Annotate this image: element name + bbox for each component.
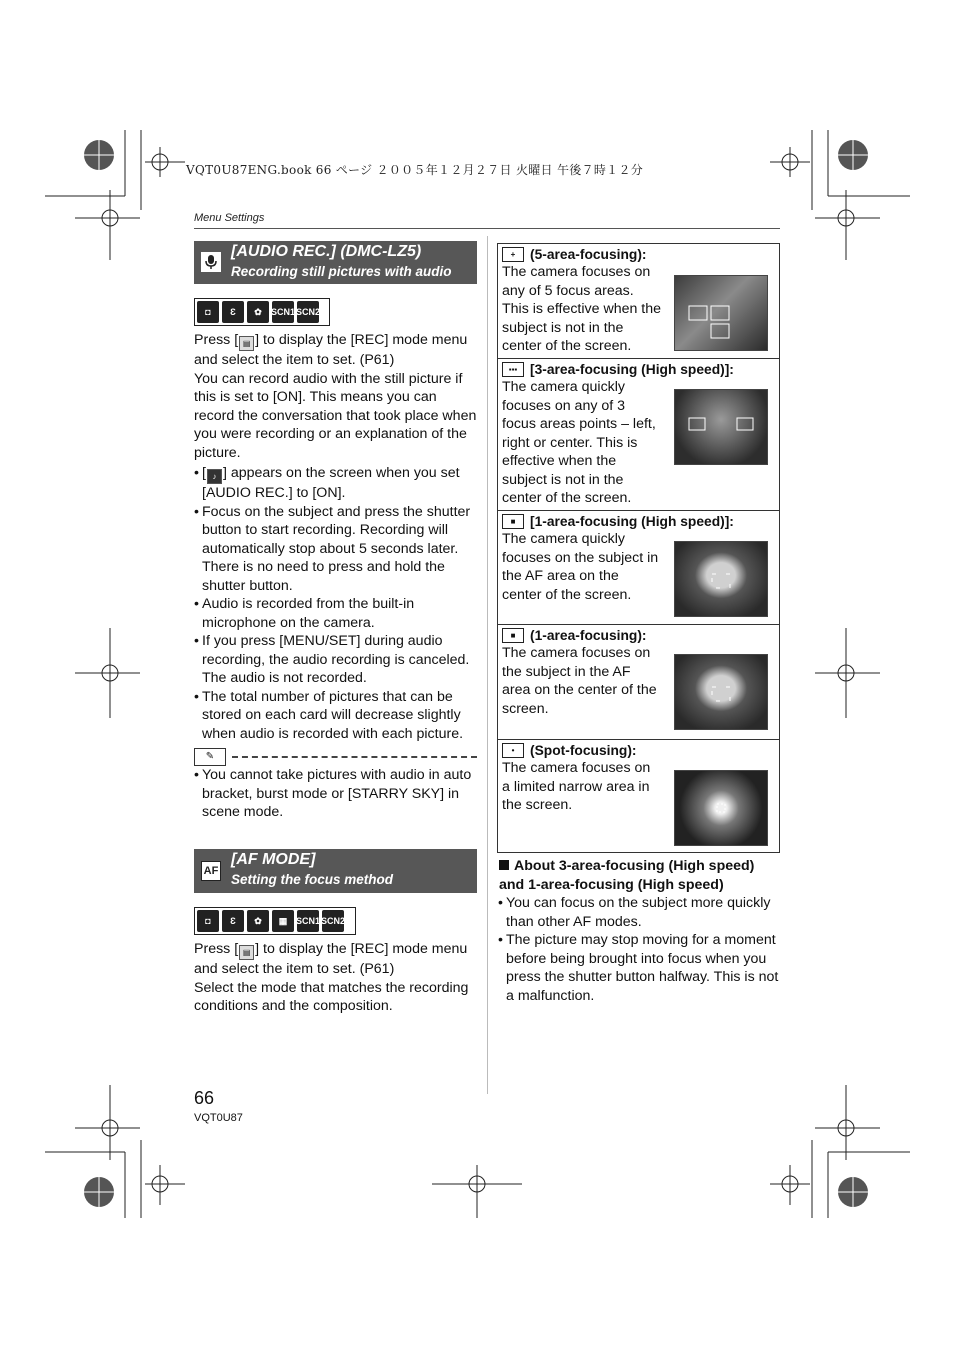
- audio-rec-header: [194, 241, 477, 284]
- sample-photo: [674, 770, 768, 846]
- note-divider: [194, 748, 479, 768]
- af-mode-description: Select the mode that matches the recording conditions and the composition.: [194, 979, 469, 1014]
- audio-rec-subtitle: Recording still pictures with audio: [231, 264, 452, 279]
- af-option-3-area-high-speed: ▪▪▪ [3-area-focusing (High speed)]: The camera quickly focuses on any of 3 focus areas points – left, right or center. This is effective when the subject is not in the center of the screen.: [498, 359, 779, 511]
- page-code: VQT0U87: [194, 1112, 243, 1124]
- af-icon: AF: [201, 861, 221, 881]
- sample-photo: [674, 389, 768, 465]
- af-option-1-area-high-speed: ■ [1-area-focusing (High speed)]: The camera quickly focuses on the subject in the AF area on the center of the screen.: [498, 511, 779, 625]
- list-item: • The total number of pictures that can be stored on each card will decrease slightly when audio is recorded with each picture.: [194, 688, 479, 744]
- list-item: • You can focus on the subject more quickly than other AF modes.: [498, 894, 782, 931]
- scn1-mode-icon: SCN1: [272, 301, 294, 323]
- af-mode-intro: Press [ ▤ ] to display the [REC] mode menu and select the item to set. (P61) Select the mode that matches the recording conditions and the composition.: [194, 940, 479, 1016]
- menu-set-icon: ▤: [239, 945, 254, 960]
- af-mode-subtitle: Setting the focus method: [231, 872, 393, 887]
- audio-rec-intro: Press [ ▤ ] to display the [REC] mode menu and select the item to set. (P61) You can record audio with the still picture if this is set to [ON]. This means you can record the conversation that took place when you were recording or an explanation of the picture.: [194, 331, 479, 462]
- one-area-high-speed-icon: ■: [502, 514, 524, 529]
- macro-mode-icon: ✿: [247, 301, 269, 323]
- list-item: • [ ♪ ] appears on the screen when you set [AUDIO REC.] to [ON].: [194, 464, 479, 503]
- af-option-1-area: ■ (1-area-focusing): The camera focuses on the subject in the AF area on the center of the screen.: [498, 625, 779, 740]
- audio-rec-description: You can record audio with the still picture if this is set to [ON]. This means you can record the conversation that took place when you were recording or an explanation of the picture.: [194, 370, 477, 461]
- sample-photo: [674, 275, 768, 351]
- five-area-icon: +: [502, 247, 524, 262]
- af-mode-modes: [194, 907, 356, 935]
- menu-set-icon: ▤: [239, 336, 254, 351]
- economy-mode-icon: Ɛ: [222, 301, 244, 323]
- list-item: • If you press [MENU/SET] during audio recording, the audio recording is canceled. The audio is not recorded.: [194, 632, 479, 688]
- microphone-icon: ♪: [207, 469, 222, 484]
- list-item: • The picture may stop moving for a moment before being brought into focus when you press the shutter button halfway. This is not a malfunction.: [498, 931, 782, 1005]
- section-label: Menu Settings: [194, 212, 265, 224]
- audio-rec-note: [194, 766, 479, 822]
- scn2-mode-icon: SCN2: [322, 910, 344, 932]
- motion-picture-icon: ▦: [272, 910, 294, 932]
- scn1-mode-icon: SCN1: [297, 910, 319, 932]
- audio-rec-modes: [194, 298, 330, 326]
- audio-rec-title: [AUDIO REC.] (DMC-LZ5): [231, 243, 422, 260]
- microphone-icon: [201, 252, 221, 272]
- sample-photo: [674, 541, 768, 617]
- three-area-icon: ▪▪▪: [502, 362, 524, 377]
- list-item: • Audio is recorded from the built-in microphone on the camera.: [194, 595, 479, 632]
- spot-icon: •: [502, 743, 524, 758]
- about-bullets: [498, 894, 782, 1005]
- audio-rec-bullets: [194, 464, 479, 743]
- page-number: 66: [194, 1088, 215, 1108]
- bullet-square-icon: [499, 860, 509, 870]
- economy-mode-icon: Ɛ: [222, 910, 244, 932]
- list-item: • Focus on the subject and press the shutter button to start recording. Recording will automatically stop about 5 seconds later. There is no need to press and hold the shutter button.: [194, 503, 479, 596]
- macro-mode-icon: ✿: [247, 910, 269, 932]
- one-area-icon: ■: [502, 628, 524, 643]
- column-divider: [487, 236, 488, 1094]
- note-pencil-icon: ✎: [194, 748, 226, 766]
- about-title: About 3-area-focusing (High speed) and 1-area-focusing (High speed): [499, 858, 755, 893]
- af-mode-title: [AF MODE]: [231, 851, 316, 868]
- af-mode-header: [194, 849, 477, 893]
- camera-mode-icon: ◘: [197, 910, 219, 932]
- af-option-spot: • (Spot-focusing): The camera focuses on a limited narrow area in the screen.: [498, 740, 779, 852]
- sample-photo: [674, 654, 768, 730]
- af-option-5-area: + (5-area-focusing): The camera focuses on any of 5 focus areas. This is effective when the subject is not in the center of the screen.: [498, 244, 779, 359]
- header-rule: [194, 228, 780, 229]
- camera-mode-icon: ◘: [197, 301, 219, 323]
- list-item: • You cannot take pictures with audio in auto bracket, burst mode or [STARRY SKY] in scene mode.: [194, 766, 479, 822]
- file-header: VQT0U87ENG.book 66 ページ ２００５年１２月２７日 火曜日 午後７時１２分: [186, 163, 644, 177]
- af-options-table: [497, 243, 780, 853]
- scn2-mode-icon: SCN2: [297, 301, 319, 323]
